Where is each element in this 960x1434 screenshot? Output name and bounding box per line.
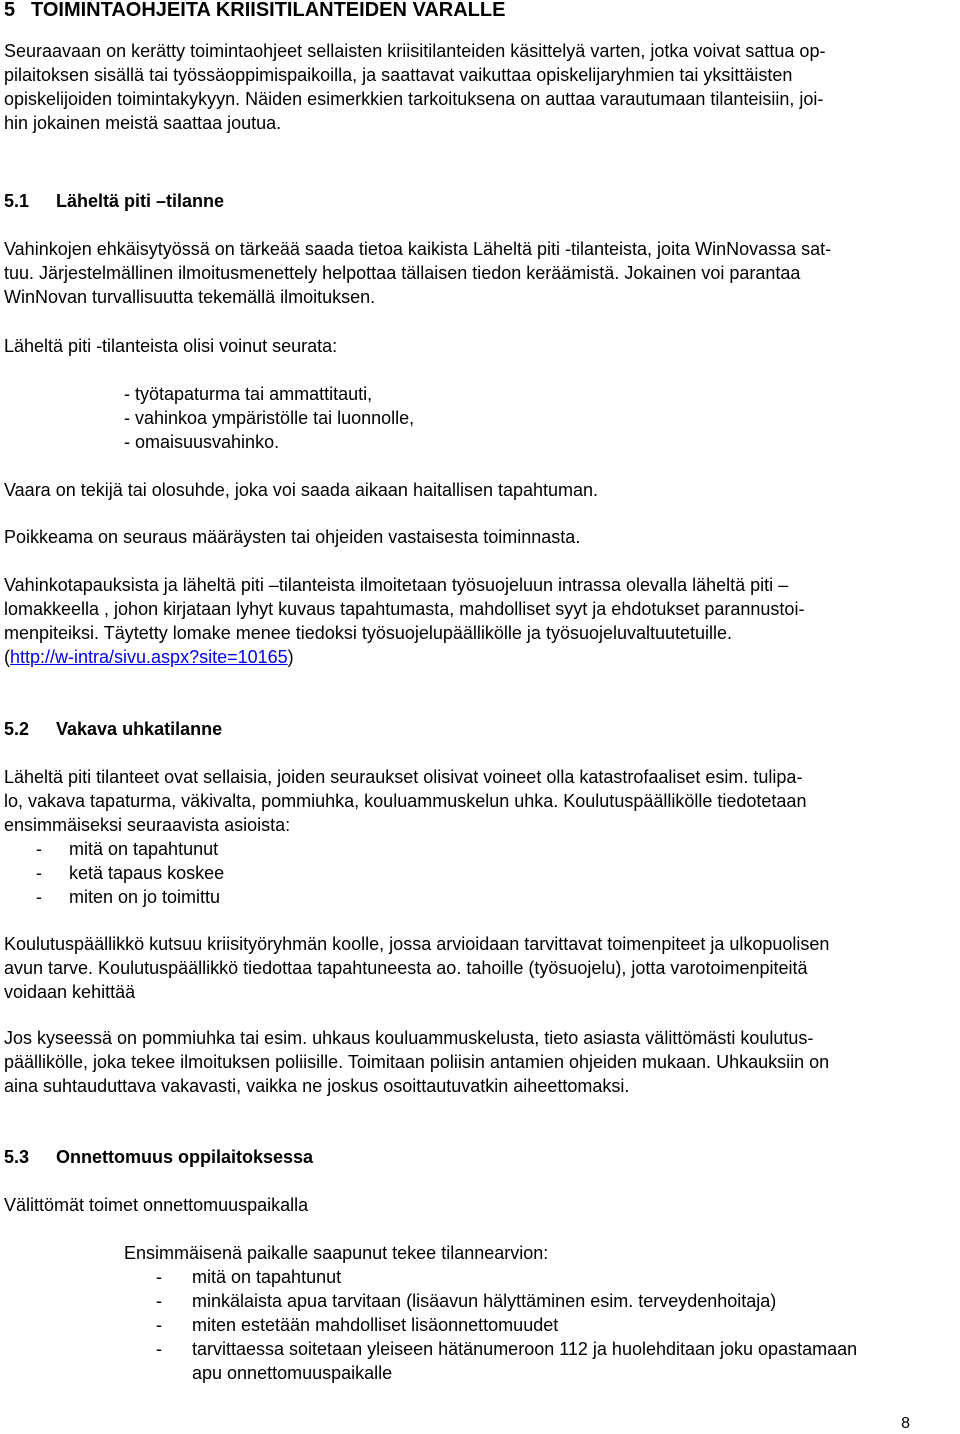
list-item: mitä on tapahtunut bbox=[69, 839, 219, 859]
list-item: - vahinkoa ympäristölle tai luonnolle, bbox=[124, 408, 415, 428]
list-item: tarvittaessa soitetaan yleiseen hätänumeroon 112 ja huolehditaan joku opastamaan bbox=[192, 1339, 858, 1359]
list-item: minkälaista apua tarvitaan (lisäavun hälyttäminen esim. terveydenhoitaja) bbox=[192, 1291, 777, 1311]
paren-open: ( bbox=[4, 647, 10, 667]
section-5-1-heading bbox=[4, 189, 224, 213]
section-title: Vakava uhkatilanne bbox=[56, 719, 223, 739]
paragraph-line: Läheltä piti -tilanteista olisi voinut seurata: bbox=[4, 336, 338, 356]
list-item: miten on jo toimittu bbox=[69, 887, 221, 907]
section-5-3-heading bbox=[4, 1145, 313, 1169]
list-item: ketä tapaus koskee bbox=[69, 863, 225, 883]
paragraph-line: Koulutuspäällikkö kutsuu kriisityöryhmän koolle, jossa arvioidaan tarvittavat toimenpiteet ja ulkopuolisen bbox=[4, 934, 830, 954]
section-number: 5.3 bbox=[4, 1147, 30, 1167]
intro-line: hin jokainen meistä saattaa joutua. bbox=[4, 113, 282, 133]
list-item: mitä on tapahtunut bbox=[192, 1267, 342, 1287]
section-number: 5.1 bbox=[4, 191, 30, 211]
paragraph-line: Läheltä piti tilanteet ovat sellaisia, joiden seuraukset olisivat voineet olla katastrofaaliset esim. tulipa- bbox=[4, 767, 803, 787]
list-marker: - bbox=[36, 839, 42, 859]
intro-line: Seuraavaan on kerätty toimintaohjeet sellaisten kriisitilanteiden käsittelyä varten, jotka voivat sattua op- bbox=[4, 41, 826, 61]
section-number: 5 bbox=[4, 0, 16, 21]
paragraph-line: lo, vakava tapaturma, väkivalta, pommiuhka, kouluammuskelun uhka. Koulutuspäällikölle tiedotetaan bbox=[4, 791, 807, 811]
paragraph-line: avun tarve. Koulutuspäällikkö tiedottaa tapahtuneesta ao. tahoille (työsuojelu), jotta varotoimenpiteitä bbox=[4, 958, 808, 978]
paragraph-line: voidaan kehittää bbox=[4, 982, 136, 1002]
section-5-heading bbox=[4, 0, 505, 22]
list-marker: - bbox=[36, 863, 42, 883]
paragraph-line: Vahinkojen ehkäisytyössä on tärkeää saada tietoa kaikista Läheltä piti -tilanteista, joita WinNovassa sat- bbox=[4, 239, 832, 259]
paragraph-line: aina suhtauduttava vakavasti, vaikka ne joskus osoittautuvatkin aiheettomaksi. bbox=[4, 1076, 630, 1096]
list-marker: - bbox=[156, 1339, 162, 1359]
intro-line: pilaitoksen sisällä tai työssäoppimispaikoilla, ja saattavat vaikuttaa opiskelijaryhmien tai yksittäisten bbox=[4, 65, 793, 85]
intro-line: opiskelijoiden toimintakykyyn. Näiden esimerkkien tarkoituksena on auttaa varautumaan tilanteisiin, joi- bbox=[4, 89, 824, 109]
section-number: 5.2 bbox=[4, 719, 30, 739]
list-item: miten estetään mahdolliset lisäonnettomuudet bbox=[192, 1315, 559, 1335]
list-item-continuation: apu onnettomuuspaikalle bbox=[192, 1363, 393, 1383]
paren-close: ) bbox=[287, 647, 294, 667]
section-5-2-heading bbox=[4, 717, 222, 741]
paragraph-line: lomakkeella , johon kirjataan lyhyt kuvaus tapahtumasta, mahdolliset syyt ja ehdotukset parannustoi- bbox=[4, 599, 805, 619]
paragraph-line: Vaara on tekijä tai olosuhde, joka voi saada aikaan haitallisen tapahtuman. bbox=[4, 480, 599, 500]
section-title: Onnettomuus oppilaitoksessa bbox=[56, 1147, 314, 1167]
paragraph-line: Välittömät toimet onnettomuuspaikalla bbox=[4, 1195, 309, 1215]
paragraph-line: ensimmäiseksi seuraavista asioista: bbox=[4, 815, 291, 835]
paragraph-line: Poikkeama on seuraus määräysten tai ohjeiden vastaisesta toiminnasta. bbox=[4, 527, 581, 547]
link-line bbox=[4, 645, 294, 669]
paragraph-line: tuu. Järjestelmällinen ilmoitusmenettely helpottaa tällaisen tiedon keräämistä. Jokainen voi parantaa bbox=[4, 263, 801, 283]
paragraph-line: Ensimmäisenä paikalle saapunut tekee tilannearvion: bbox=[124, 1243, 549, 1263]
paragraph-line: Jos kyseessä on pommiuhka tai esim. uhkaus kouluammuskelusta, tieto asiasta välittömästi koulutus- bbox=[4, 1028, 814, 1048]
paragraph-line: päällikölle, joka tekee ilmoituksen poliisille. Toimitaan poliisin antamien ohjeiden mukaan. Uhkauksiin on bbox=[4, 1052, 830, 1072]
list-item: - työtapaturma tai ammattitauti, bbox=[124, 384, 373, 404]
section-title: Läheltä piti –tilanne bbox=[56, 191, 225, 211]
list-item: - omaisuusvahinko. bbox=[124, 432, 280, 452]
list-marker: - bbox=[156, 1315, 162, 1335]
page-number: 8 bbox=[901, 1415, 910, 1432]
paragraph-line: Vahinkotapauksista ja läheltä piti –tilanteista ilmoitetaan työsuojeluun intrassa olevalla läheltä piti – bbox=[4, 575, 789, 595]
intranet-link[interactable]: http://w-intra/sivu.aspx?site=10165 bbox=[10, 647, 288, 667]
list-marker: - bbox=[156, 1267, 162, 1287]
list-marker: - bbox=[36, 887, 42, 907]
paragraph-line: menpiteiksi. Täytetty lomake menee tiedoksi työsuojelupäällikölle ja työsuojeluvaltuutetuille. bbox=[4, 623, 733, 643]
section-title: TOIMINTAOHJEITA KRIISITILANTEIDEN VARALLE bbox=[31, 0, 506, 21]
list-marker: - bbox=[156, 1291, 162, 1311]
paragraph-line: WinNovan turvallisuutta tekemällä ilmoituksen. bbox=[4, 287, 376, 307]
